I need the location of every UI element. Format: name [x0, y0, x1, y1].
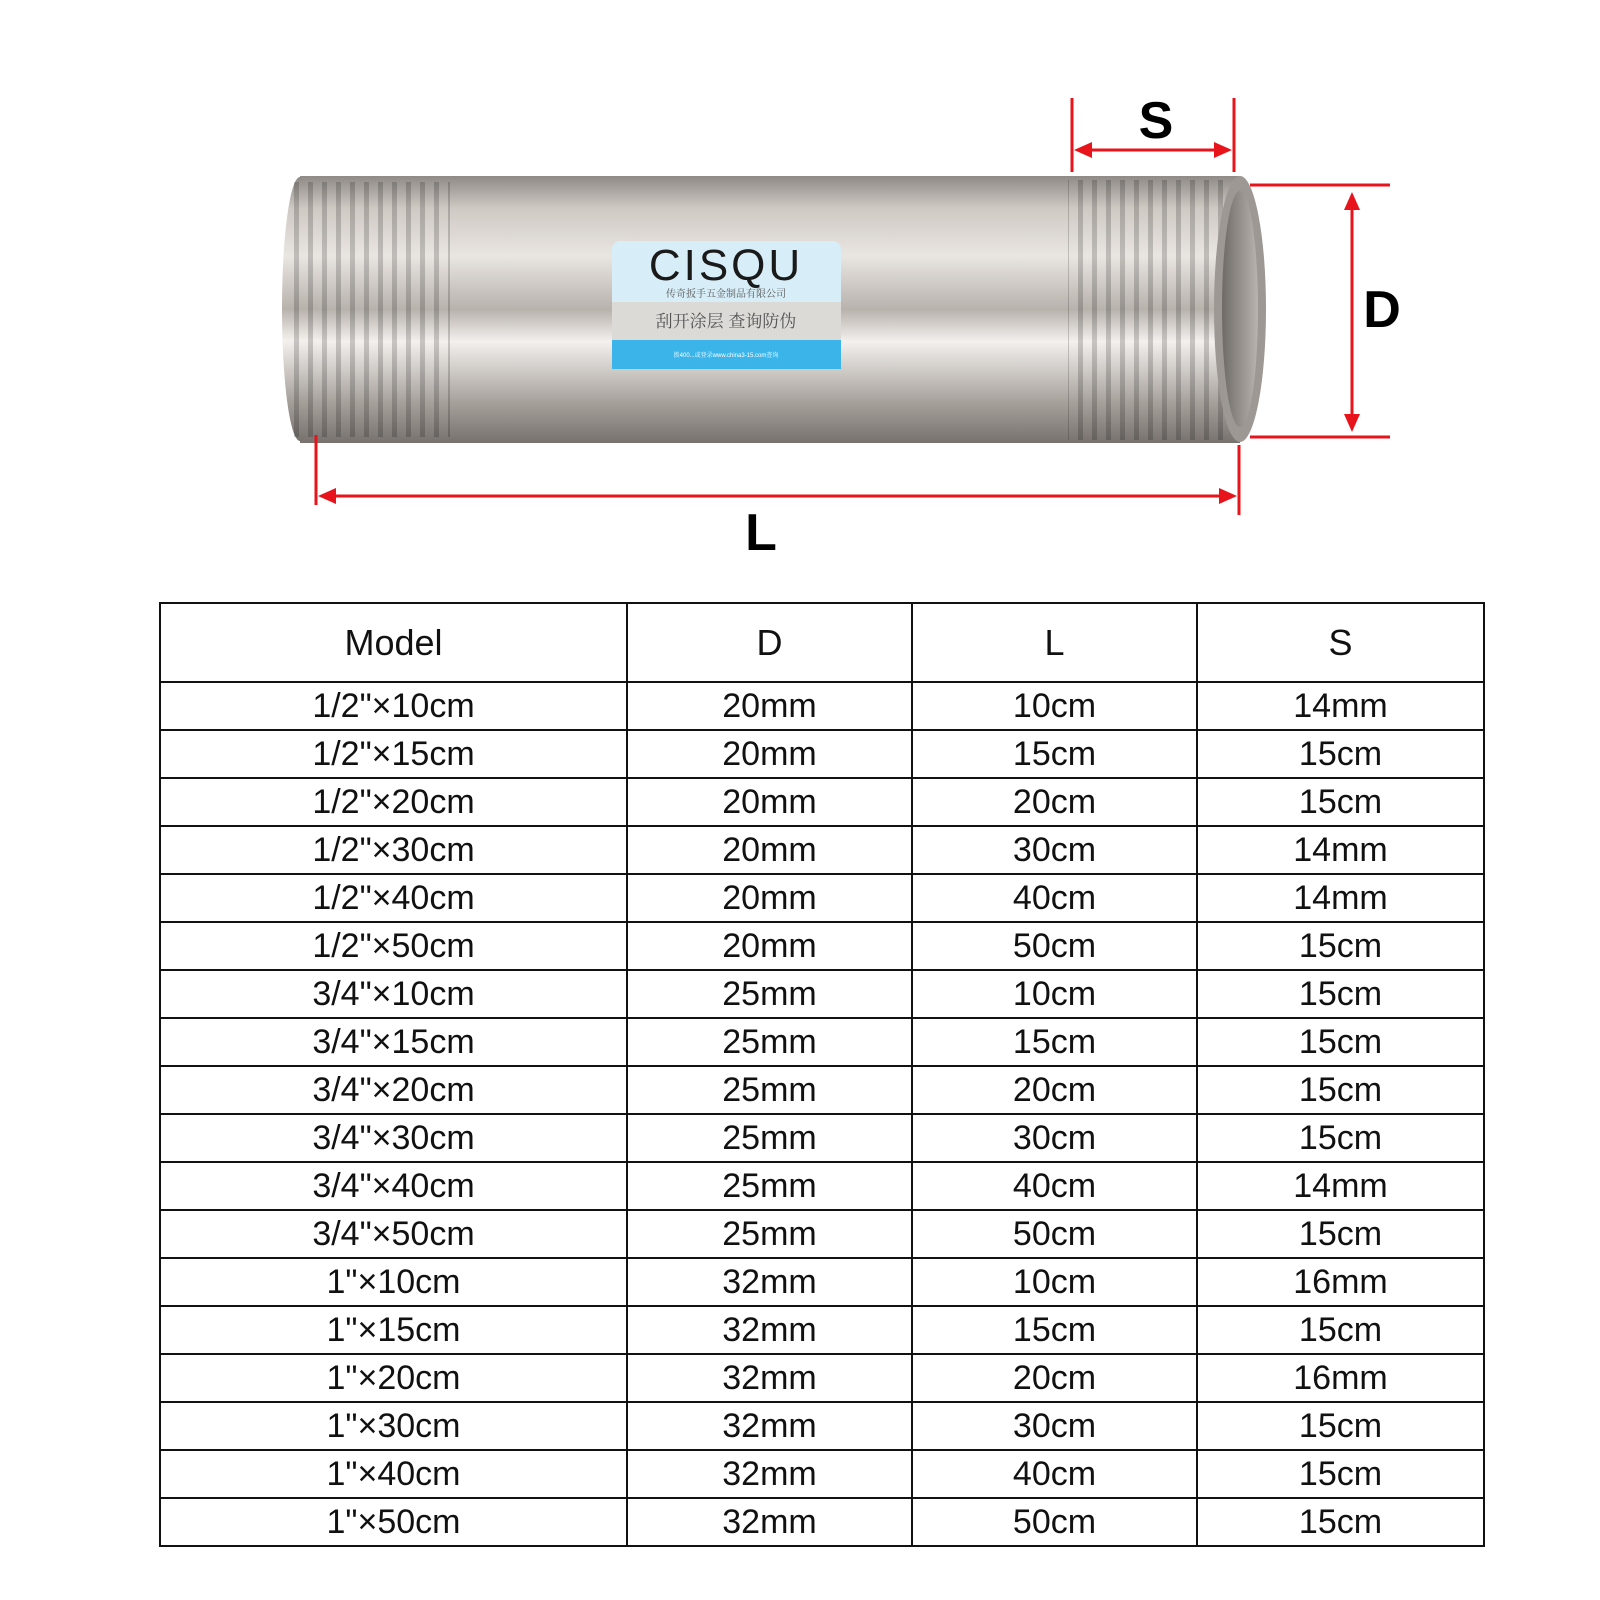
table-row: [160, 826, 1484, 874]
cell-model: 3/4"×20cm: [160, 1066, 627, 1114]
cell-s: 15cm: [1197, 1450, 1484, 1498]
cell-s: 15cm: [1197, 1018, 1484, 1066]
cell-d: 20mm: [627, 730, 912, 778]
cell-model: 3/4"×40cm: [160, 1162, 627, 1210]
cell-l: 20cm: [912, 1354, 1197, 1402]
table-row: [160, 874, 1484, 922]
cell-d: 25mm: [627, 1114, 912, 1162]
cell-d: 25mm: [627, 1018, 912, 1066]
table-row: [160, 1450, 1484, 1498]
header-s: S: [1197, 603, 1484, 682]
cell-l: 30cm: [912, 1114, 1197, 1162]
label-footer: 拨400...或登录www.china3-15.com查询: [673, 353, 779, 359]
cell-model: 1"×10cm: [160, 1258, 627, 1306]
table-header-row: [160, 603, 1484, 682]
cell-l: 40cm: [912, 1162, 1197, 1210]
table-row: [160, 1114, 1484, 1162]
cell-d: 25mm: [627, 1162, 912, 1210]
header-d: D: [627, 603, 912, 682]
cell-d: 25mm: [627, 1210, 912, 1258]
cell-model: 3/4"×50cm: [160, 1210, 627, 1258]
cell-model: 1/2"×30cm: [160, 826, 627, 874]
label-notice: 刮开涂层 查询防伪: [655, 312, 797, 331]
cell-model: 1/2"×50cm: [160, 922, 627, 970]
right-thread: [1068, 180, 1230, 440]
left-thread: [290, 182, 450, 437]
cell-d: 32mm: [627, 1402, 912, 1450]
cell-d: 32mm: [627, 1354, 912, 1402]
cell-model: 3/4"×15cm: [160, 1018, 627, 1066]
cell-model: 3/4"×10cm: [160, 970, 627, 1018]
cell-l: 50cm: [912, 922, 1197, 970]
table-row: [160, 1162, 1484, 1210]
pipe-nipple-diagram: [0, 0, 1600, 560]
cell-d: 20mm: [627, 682, 912, 730]
cell-d: 32mm: [627, 1306, 912, 1354]
cell-s: 16mm: [1197, 1354, 1484, 1402]
cell-l: 30cm: [912, 826, 1197, 874]
cell-d: 32mm: [627, 1258, 912, 1306]
cell-model: 1"×20cm: [160, 1354, 627, 1402]
table-row: [160, 778, 1484, 826]
table-row: [160, 730, 1484, 778]
cell-s: 15cm: [1197, 1306, 1484, 1354]
cell-s: 15cm: [1197, 970, 1484, 1018]
header-model: Model: [160, 603, 627, 682]
table-row: [160, 922, 1484, 970]
cell-model: 1/2"×10cm: [160, 682, 627, 730]
cell-d: 20mm: [627, 874, 912, 922]
cell-model: 1"×30cm: [160, 1402, 627, 1450]
table-row: [160, 1018, 1484, 1066]
cell-s: 15cm: [1197, 730, 1484, 778]
table-row: [160, 1402, 1484, 1450]
s-dimension-label: S: [1138, 92, 1174, 150]
cell-s: 15cm: [1197, 1402, 1484, 1450]
cell-l: 15cm: [912, 1018, 1197, 1066]
cell-d: 32mm: [627, 1450, 912, 1498]
cell-model: 1/2"×15cm: [160, 730, 627, 778]
cell-d: 20mm: [627, 922, 912, 970]
cell-l: 10cm: [912, 970, 1197, 1018]
table-row: [160, 1066, 1484, 1114]
cell-l: 40cm: [912, 1450, 1197, 1498]
cell-d: 25mm: [627, 970, 912, 1018]
size-table: [159, 602, 1485, 1547]
pipe-opening: [1222, 191, 1258, 427]
label-company: 传奇扳手五金制品有限公司: [666, 289, 786, 300]
header-l: L: [912, 603, 1197, 682]
cell-s: 14mm: [1197, 874, 1484, 922]
cell-s: 14mm: [1197, 682, 1484, 730]
table-row: [160, 1354, 1484, 1402]
cell-l: 15cm: [912, 730, 1197, 778]
cell-model: 1"×50cm: [160, 1498, 627, 1546]
cell-l: 20cm: [912, 1066, 1197, 1114]
table-row: [160, 970, 1484, 1018]
l-dimension-label: L: [745, 504, 777, 560]
cell-model: 3/4"×30cm: [160, 1114, 627, 1162]
table-row: [160, 1210, 1484, 1258]
cell-l: 10cm: [912, 682, 1197, 730]
cell-l: 20cm: [912, 778, 1197, 826]
cell-s: 15cm: [1197, 778, 1484, 826]
brand-logo: CISQU: [648, 241, 804, 290]
cell-d: 25mm: [627, 1066, 912, 1114]
product-label: [612, 241, 841, 369]
cell-l: 15cm: [912, 1306, 1197, 1354]
d-dimension-label: D: [1363, 281, 1401, 339]
cell-model: 1/2"×40cm: [160, 874, 627, 922]
cell-l: 40cm: [912, 874, 1197, 922]
cell-s: 15cm: [1197, 1498, 1484, 1546]
cell-l: 30cm: [912, 1402, 1197, 1450]
cell-l: 10cm: [912, 1258, 1197, 1306]
cell-s: 16mm: [1197, 1258, 1484, 1306]
cell-d: 32mm: [627, 1498, 912, 1546]
cell-s: 15cm: [1197, 1066, 1484, 1114]
table-row: [160, 1306, 1484, 1354]
table-row: [160, 682, 1484, 730]
cell-model: 1/2"×20cm: [160, 778, 627, 826]
cell-s: 15cm: [1197, 922, 1484, 970]
cell-model: 1"×15cm: [160, 1306, 627, 1354]
table-row: [160, 1498, 1484, 1546]
cell-s: 15cm: [1197, 1210, 1484, 1258]
cell-l: 50cm: [912, 1210, 1197, 1258]
cell-s: 14mm: [1197, 826, 1484, 874]
cell-s: 15cm: [1197, 1114, 1484, 1162]
cell-s: 14mm: [1197, 1162, 1484, 1210]
cell-l: 50cm: [912, 1498, 1197, 1546]
table-row: [160, 1258, 1484, 1306]
cell-d: 20mm: [627, 778, 912, 826]
cell-d: 20mm: [627, 826, 912, 874]
cell-model: 1"×40cm: [160, 1450, 627, 1498]
